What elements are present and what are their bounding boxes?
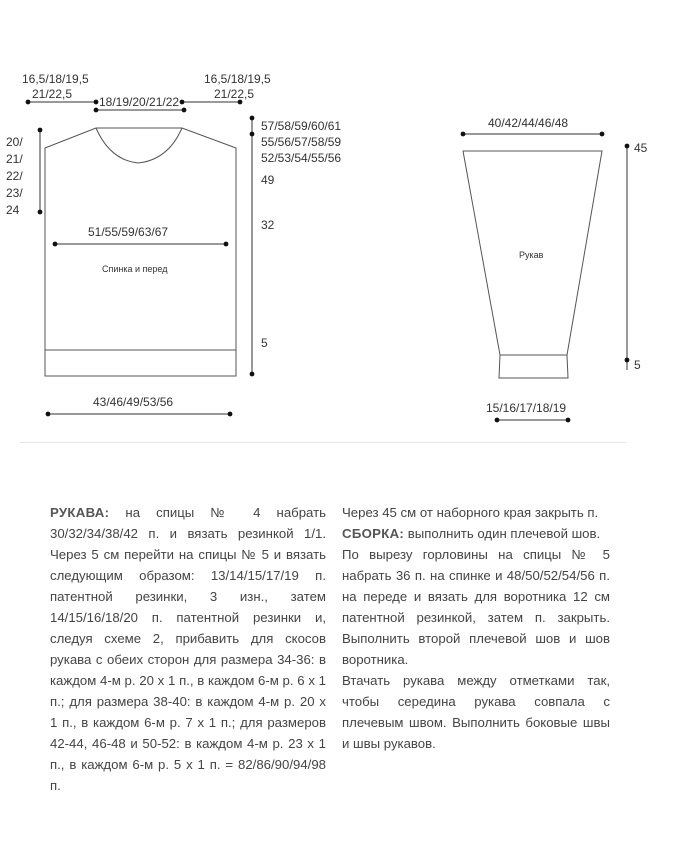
label-armhole-4: 23/ <box>6 186 23 200</box>
label-neck: 18/19/20/21/22 <box>99 95 180 109</box>
assembly-heading: СБОРКА: <box>342 526 405 541</box>
label-cuff-height: 5 <box>634 358 641 372</box>
label-height-4: 49 <box>261 173 275 187</box>
close-paragraph: Через 45 см от наборного края закрыть п. <box>342 505 599 520</box>
label-shoulder-left-2: 21/22,5 <box>32 87 73 101</box>
label-width-bottom: 43/46/49/53/56 <box>93 395 174 409</box>
label-cuff-width: 15/16/17/18/19 <box>486 401 567 415</box>
label-shoulder-right-1: 16,5/18/19,5 <box>204 72 271 86</box>
instructions-left-column <box>50 502 326 796</box>
label-shoulder-left-1: 16,5/18/19,5 <box>22 72 89 86</box>
label-sleeve-height: 45 <box>634 141 648 155</box>
label-armhole-2: 21/ <box>6 152 23 166</box>
sleeves-paragraph <box>50 502 326 796</box>
sew-paragraph: Втачать рукава между отметками так, чтобы середина рукава совпала с плечевым швом. Выполнить боковые швы и швы рукавов. <box>342 673 610 751</box>
label-armhole-5: 24 <box>6 203 20 217</box>
label-height-3: 52/53/54/55/56 <box>261 151 342 165</box>
label-height-2: 55/56/57/58/59 <box>261 135 342 149</box>
sleeves-heading: РУКАВА: <box>50 505 110 520</box>
label-sleeve-top: 40/42/44/46/48 <box>488 116 569 130</box>
collar-paragraph: По вырезу горловины на спицы № 5 набрать 36 п. на спинке и 48/50/52/54/56 п. на переде и вязать для воротника 12 см патентной резинкой, затем п. закрыть. Выполнить второй плечевой шов и шов воротника. <box>342 547 610 667</box>
section-divider <box>20 442 626 443</box>
label-sleeve: Рукав <box>519 250 544 260</box>
body-outline <box>45 128 236 376</box>
label-body: Спинка и перед <box>102 264 168 274</box>
neckline <box>96 128 182 163</box>
label-armhole-3: 22/ <box>6 169 23 183</box>
sleeves-body: на спицы № 4 набрать 30/32/34/38/42 п. и вязать резинкой 1/1. Через 5 см перейти на спицы № 5 и вязать следующим образом: 13/14/15/17/19 п. патентной резинки, 3 изн., затем 14/15/16/18/20 п. патентной резинки и, следуя схеме 2, прибавить для скосов рукава с обеих сторон для размера 34-36: в каждом 4-м р. 20 х 1 п., в каждом 6-м р. 6 х 1 п.; для размера 38-40: в каждом 4-м р. 20 х 1 п., в каждом 6-м р. 7 х 1 п.; для размеров 42-44, 46-48 и 50-52: в каждом 4-м р. 23 х 1 п., в каждом 6-м р. 5 х 1 п. = 82/86/90/94/98 п. <box>50 505 326 793</box>
instructions-right-column <box>342 502 610 754</box>
label-height-5: 32 <box>261 218 275 232</box>
sleeve-cuff <box>499 355 568 378</box>
assembly-paragraph <box>342 523 610 544</box>
label-armhole-1: 20/ <box>6 135 23 149</box>
label-width-top: 51/55/59/63/67 <box>88 225 169 239</box>
label-height-1: 57/58/59/60/61 <box>261 119 342 133</box>
label-height-6: 5 <box>261 336 268 350</box>
label-shoulder-right-2: 21/22,5 <box>214 87 255 101</box>
assembly-body: выполнить один плечевой шов. <box>407 526 601 541</box>
